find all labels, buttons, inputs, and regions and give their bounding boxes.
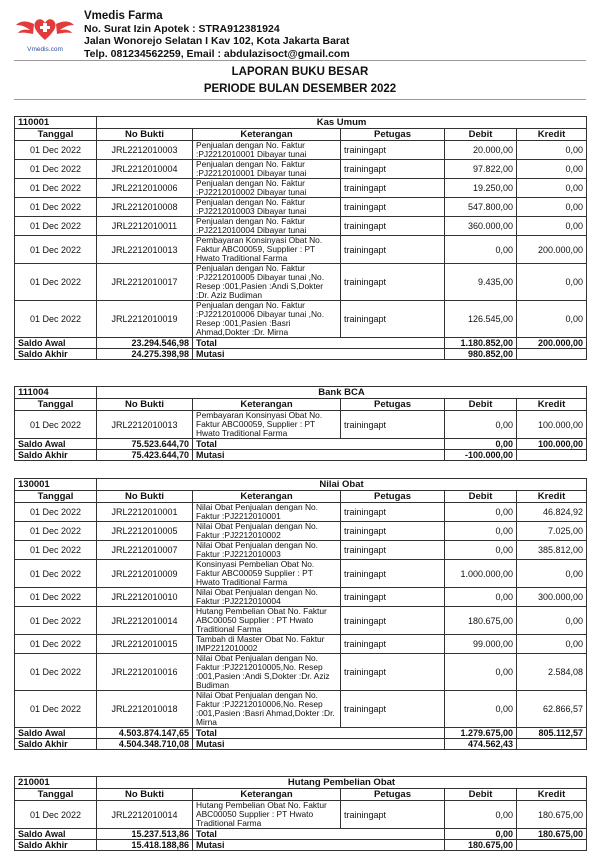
table-row <box>15 236 587 264</box>
cell-no-bukti: JRL2212010013 <box>97 236 193 264</box>
cell-petugas: trainingapt <box>341 588 445 607</box>
cell-tanggal: 01 Dec 2022 <box>15 141 97 160</box>
column-header-petugas: Petugas <box>341 789 445 801</box>
cell-kredit: 46.824,92 <box>517 503 587 522</box>
saldo-akhir-label: Saldo Akhir <box>15 840 97 851</box>
mutasi-label: Mutasi <box>193 349 445 360</box>
ledger-table-130001 <box>14 478 587 750</box>
column-header-tanggal: Tanggal <box>15 399 97 411</box>
cell-no-bukti: JRL2212010006 <box>97 179 193 198</box>
total-debit: 0,00 <box>445 439 517 450</box>
company-logo <box>14 10 76 56</box>
ledger-table-111004 <box>14 386 587 461</box>
cell-petugas: trainingapt <box>341 301 445 338</box>
column-header-debit: Debit <box>445 129 517 141</box>
cell-no-bukti: JRL2212010014 <box>97 607 193 635</box>
mutasi-empty <box>517 840 587 851</box>
cell-debit: 0,00 <box>445 691 517 728</box>
cell-debit: 0,00 <box>445 654 517 691</box>
cell-petugas: trainingapt <box>341 503 445 522</box>
cell-no-bukti: JRL2212010005 <box>97 522 193 541</box>
saldo-awal-value: 4.503.874.147,65 <box>97 728 193 739</box>
cell-keterangan: Pembayaran Konsinyasi Obat No. Faktur ABC00059, Supplier : PT Hwato Traditional Farma <box>193 411 341 439</box>
cell-petugas: trainingapt <box>341 217 445 236</box>
cell-kredit: 0,00 <box>517 264 587 301</box>
saldo-akhir-value: 15.418.188,86 <box>97 840 193 851</box>
table-row <box>15 179 587 198</box>
summary-row-total <box>15 338 587 349</box>
cell-keterangan: Penjualan dengan No. Faktur :PJ2212010003 Dibayar tunai <box>193 198 341 217</box>
cell-keterangan: Nilai Obat Penjualan dengan No. Faktur :PJ2212010003 <box>193 541 341 560</box>
cell-no-bukti: JRL2212010018 <box>97 691 193 728</box>
column-header-no_bukti: No Bukti <box>97 491 193 503</box>
column-header-row <box>15 491 587 503</box>
table-row <box>15 560 587 588</box>
table-row <box>15 522 587 541</box>
saldo-awal-label: Saldo Awal <box>15 728 97 739</box>
table-row <box>15 301 587 338</box>
saldo-akhir-value: 4.504.348.710,08 <box>97 739 193 750</box>
mutasi-value: -100.000,00 <box>445 450 517 461</box>
cell-no-bukti: JRL2212010015 <box>97 635 193 654</box>
cell-no-bukti: JRL2212010011 <box>97 217 193 236</box>
saldo-awal-label: Saldo Awal <box>15 338 97 349</box>
report-titles <box>0 64 600 98</box>
cell-petugas: trainingapt <box>341 801 445 829</box>
cell-debit: 9.435,00 <box>445 264 517 301</box>
column-header-kredit: Kredit <box>517 399 587 411</box>
mutasi-empty <box>517 739 587 750</box>
mutasi-value: 180.675,00 <box>445 840 517 851</box>
cell-tanggal: 01 Dec 2022 <box>15 560 97 588</box>
saldo-awal-value: 15.237.513,86 <box>97 829 193 840</box>
account-header <box>15 117 587 129</box>
column-header-petugas: Petugas <box>341 129 445 141</box>
ledger-table-210001 <box>14 776 587 851</box>
cell-tanggal: 01 Dec 2022 <box>15 522 97 541</box>
total-label: Total <box>193 728 445 739</box>
cell-tanggal: 01 Dec 2022 <box>15 217 97 236</box>
table-row <box>15 654 587 691</box>
saldo-akhir-value: 24.275.398,98 <box>97 349 193 360</box>
table-row <box>15 607 587 635</box>
cell-no-bukti: JRL2212010019 <box>97 301 193 338</box>
cell-petugas: trainingapt <box>341 541 445 560</box>
cell-kredit: 100.000,00 <box>517 411 587 439</box>
account-header <box>15 479 587 491</box>
cell-kredit: 0,00 <box>517 179 587 198</box>
cell-petugas: trainingapt <box>341 654 445 691</box>
cell-no-bukti: JRL2212010010 <box>97 588 193 607</box>
cell-debit: 0,00 <box>445 541 517 560</box>
report-header <box>14 8 586 60</box>
table-row <box>15 411 587 439</box>
mutasi-value: 474.562,43 <box>445 739 517 750</box>
cell-petugas: trainingapt <box>341 607 445 635</box>
total-kredit: 180.675,00 <box>517 829 587 840</box>
account-header <box>15 387 587 399</box>
column-header-debit: Debit <box>445 491 517 503</box>
cell-debit: 0,00 <box>445 522 517 541</box>
cell-no-bukti: JRL2212010004 <box>97 160 193 179</box>
column-header-no_bukti: No Bukti <box>97 399 193 411</box>
cell-petugas: trainingapt <box>341 160 445 179</box>
cell-debit: 20.000,00 <box>445 141 517 160</box>
cell-debit: 0,00 <box>445 801 517 829</box>
saldo-akhir-value: 75.423.644,70 <box>97 450 193 461</box>
mutasi-label: Mutasi <box>193 739 445 750</box>
cell-kredit: 0,00 <box>517 217 587 236</box>
total-debit: 1.180.852,00 <box>445 338 517 349</box>
total-label: Total <box>193 829 445 840</box>
summary-row-mutasi <box>15 739 587 750</box>
cell-keterangan: Penjualan dengan No. Faktur :PJ2212010006 Dibayar tunai ,No. Resep :001,Pasien :Basri Ahmad,Dokter :Dr. Mirna <box>193 301 341 338</box>
cell-no-bukti: JRL2212010013 <box>97 411 193 439</box>
cell-petugas: trainingapt <box>341 560 445 588</box>
cell-keterangan: Penjualan dengan No. Faktur :PJ2212010004 Dibayar tunai <box>193 217 341 236</box>
column-header-debit: Debit <box>445 789 517 801</box>
mutasi-label: Mutasi <box>193 840 445 851</box>
ledger-table-110001 <box>14 116 587 360</box>
company-license: No. Surat Izin Apotek : STRA912381924 <box>84 22 280 35</box>
cell-debit: 180.675,00 <box>445 607 517 635</box>
total-debit: 0,00 <box>445 829 517 840</box>
cell-tanggal: 01 Dec 2022 <box>15 264 97 301</box>
cell-kredit: 0,00 <box>517 301 587 338</box>
cell-keterangan: Nilai Obat Penjualan dengan No. Faktur :PJ2212010005,No. Resep :001,Pasien :Andi S,Dokter :Dr. Aziz Budiman <box>193 654 341 691</box>
cell-debit: 99.000,00 <box>445 635 517 654</box>
column-header-petugas: Petugas <box>341 399 445 411</box>
cell-kredit: 0,00 <box>517 635 587 654</box>
cell-petugas: trainingapt <box>341 522 445 541</box>
cell-keterangan: Hutang Pembelian Obat No. Faktur ABC00050 Supplier : PT Hwato Traditional Farma <box>193 801 341 829</box>
table-row <box>15 264 587 301</box>
cell-kredit: 62.866,57 <box>517 691 587 728</box>
column-header-keterangan: Keterangan <box>193 789 341 801</box>
cell-petugas: trainingapt <box>341 635 445 654</box>
company-address: Jalan Wonorejo Selatan I Kav 102, Kota Jakarta Barat <box>84 35 350 47</box>
account-name: Bank BCA <box>97 387 587 399</box>
cell-keterangan: Nilai Obat Penjualan dengan No. Faktur :PJ2212010006,No. Resep :001,Pasien :Basri Ahmad,Dokter :Dr. Mirna <box>193 691 341 728</box>
column-header-keterangan: Keterangan <box>193 491 341 503</box>
header-divider <box>14 60 586 61</box>
account-name: Nilai Obat <box>97 479 587 491</box>
cell-no-bukti: JRL2212010016 <box>97 654 193 691</box>
cell-debit: 360.000,00 <box>445 217 517 236</box>
cell-tanggal: 01 Dec 2022 <box>15 588 97 607</box>
cell-keterangan: Penjualan dengan No. Faktur :PJ2212010001 Dibayar tunai <box>193 160 341 179</box>
cell-tanggal: 01 Dec 2022 <box>15 635 97 654</box>
cell-tanggal: 01 Dec 2022 <box>15 236 97 264</box>
cell-keterangan: Pembayaran Konsinyasi Obat No. Faktur ABC00059, Supplier : PT Hwato Traditional Farma <box>193 236 341 264</box>
table-row <box>15 503 587 522</box>
total-kredit: 200.000,00 <box>517 338 587 349</box>
mutasi-value: 980.852,00 <box>445 349 517 360</box>
report-title: LAPORAN BUKU BESAR <box>231 66 369 78</box>
cell-tanggal: 01 Dec 2022 <box>15 654 97 691</box>
table-row <box>15 691 587 728</box>
cell-keterangan: Nilai Obat Penjualan dengan No. Faktur :PJ2212010004 <box>193 588 341 607</box>
title-divider <box>14 99 586 100</box>
saldo-awal-value: 23.294.546,98 <box>97 338 193 349</box>
column-header-debit: Debit <box>445 399 517 411</box>
total-kredit: 805.112,57 <box>517 728 587 739</box>
total-debit: 1.279.675,00 <box>445 728 517 739</box>
cell-keterangan: Tambah di Master Obat No. Faktur IMP2212010002 <box>193 635 341 654</box>
cell-kredit: 0,00 <box>517 141 587 160</box>
cell-tanggal: 01 Dec 2022 <box>15 607 97 635</box>
cell-kredit: 2.584,08 <box>517 654 587 691</box>
cell-debit: 547.800,00 <box>445 198 517 217</box>
cell-kredit: 0,00 <box>517 560 587 588</box>
cell-kredit: 7.025,00 <box>517 522 587 541</box>
column-header-row <box>15 129 587 141</box>
company-info <box>84 10 350 60</box>
cell-kredit: 0,00 <box>517 607 587 635</box>
cell-tanggal: 01 Dec 2022 <box>15 301 97 338</box>
summary-row-mutasi <box>15 840 587 851</box>
cell-no-bukti: JRL2212010001 <box>97 503 193 522</box>
column-header-kredit: Kredit <box>517 129 587 141</box>
cell-debit: 126.545,00 <box>445 301 517 338</box>
mutasi-label: Mutasi <box>193 450 445 461</box>
cell-kredit: 0,00 <box>517 198 587 217</box>
cell-debit: 97.822,00 <box>445 160 517 179</box>
cell-petugas: trainingapt <box>341 141 445 160</box>
account-code: 130001 <box>15 479 97 491</box>
cell-kredit: 180.675,00 <box>517 801 587 829</box>
saldo-akhir-label: Saldo Akhir <box>15 739 97 750</box>
account-code: 210001 <box>15 777 97 789</box>
cell-debit: 0,00 <box>445 503 517 522</box>
column-header-tanggal: Tanggal <box>15 129 97 141</box>
cell-debit: 19.250,00 <box>445 179 517 198</box>
column-header-no_bukti: No Bukti <box>97 789 193 801</box>
cell-petugas: trainingapt <box>341 179 445 198</box>
table-row <box>15 160 587 179</box>
cell-tanggal: 01 Dec 2022 <box>15 160 97 179</box>
company-contact: Telp. 081234562259, Email : abdulazisoct@gmail.com <box>84 47 350 60</box>
account-header <box>15 777 587 789</box>
cell-keterangan: Nilai Obat Penjualan dengan No. Faktur :PJ2212010002 <box>193 522 341 541</box>
heart-wings-icon <box>14 10 76 56</box>
column-header-tanggal: Tanggal <box>15 491 97 503</box>
cell-petugas: trainingapt <box>341 198 445 217</box>
svg-text:Vmedis.com: Vmedis.com <box>27 46 63 53</box>
column-header-row <box>15 789 587 801</box>
cell-no-bukti: JRL2212010017 <box>97 264 193 301</box>
cell-tanggal: 01 Dec 2022 <box>15 801 97 829</box>
total-label: Total <box>193 439 445 450</box>
cell-keterangan: Penjualan dengan No. Faktur :PJ2212010001 Dibayar tunai <box>193 141 341 160</box>
cell-keterangan: Konsinyasi Pembelian Obat No. Faktur ABC00059 Supplier : PT Hwato Traditional Farma <box>193 560 341 588</box>
company-name: Vmedis Farma <box>84 10 163 22</box>
saldo-awal-label: Saldo Awal <box>15 829 97 840</box>
cell-petugas: trainingapt <box>341 691 445 728</box>
cell-kredit: 385.812,00 <box>517 541 587 560</box>
cell-tanggal: 01 Dec 2022 <box>15 691 97 728</box>
table-row <box>15 588 587 607</box>
cell-no-bukti: JRL2212010003 <box>97 141 193 160</box>
summary-row-total <box>15 728 587 739</box>
column-header-keterangan: Keterangan <box>193 129 341 141</box>
mutasi-empty <box>517 349 587 360</box>
table-row <box>15 198 587 217</box>
summary-row-total <box>15 829 587 840</box>
cell-debit: 0,00 <box>445 236 517 264</box>
cell-kredit: 0,00 <box>517 160 587 179</box>
account-name: Hutang Pembelian Obat <box>97 777 587 789</box>
cell-keterangan: Penjualan dengan No. Faktur :PJ2212010005 Dibayar tunai ,No. Resep :001,Pasien :Andi S,Dokter :Dr. Aziz Budiman <box>193 264 341 301</box>
cell-tanggal: 01 Dec 2022 <box>15 179 97 198</box>
report-period: PERIODE BULAN DESEMBER 2022 <box>203 83 397 95</box>
saldo-awal-label: Saldo Awal <box>15 439 97 450</box>
cell-debit: 1.000.000,00 <box>445 560 517 588</box>
cell-no-bukti: JRL2212010009 <box>97 560 193 588</box>
cell-petugas: trainingapt <box>341 411 445 439</box>
cell-keterangan: Hutang Pembelian Obat No. Faktur ABC00050 Supplier : PT Hwato Traditional Farma <box>193 607 341 635</box>
cell-debit: 0,00 <box>445 411 517 439</box>
column-header-kredit: Kredit <box>517 491 587 503</box>
cell-tanggal: 01 Dec 2022 <box>15 411 97 439</box>
account-code: 111004 <box>15 387 97 399</box>
saldo-akhir-label: Saldo Akhir <box>15 450 97 461</box>
cell-debit: 0,00 <box>445 588 517 607</box>
total-label: Total <box>193 338 445 349</box>
column-header-kredit: Kredit <box>517 789 587 801</box>
saldo-awal-value: 75.523.644,70 <box>97 439 193 450</box>
cell-keterangan: Penjualan dengan No. Faktur :PJ2212010002 Dibayar tunai <box>193 179 341 198</box>
cell-keterangan: Nilai Obat Penjualan dengan No. Faktur :PJ2212010001 <box>193 503 341 522</box>
column-header-keterangan: Keterangan <box>193 399 341 411</box>
column-header-row <box>15 399 587 411</box>
table-row <box>15 141 587 160</box>
cell-petugas: trainingapt <box>341 264 445 301</box>
cell-kredit: 200.000,00 <box>517 236 587 264</box>
cell-tanggal: 01 Dec 2022 <box>15 503 97 522</box>
cell-kredit: 300.000,00 <box>517 588 587 607</box>
account-name: Kas Umum <box>97 117 587 129</box>
cell-no-bukti: JRL2212010008 <box>97 198 193 217</box>
column-header-tanggal: Tanggal <box>15 789 97 801</box>
saldo-akhir-label: Saldo Akhir <box>15 349 97 360</box>
account-code: 110001 <box>15 117 97 129</box>
table-row <box>15 635 587 654</box>
table-row <box>15 541 587 560</box>
table-row <box>15 801 587 829</box>
table-row <box>15 217 587 236</box>
total-kredit: 100.000,00 <box>517 439 587 450</box>
summary-row-mutasi <box>15 450 587 461</box>
column-header-petugas: Petugas <box>341 491 445 503</box>
cell-tanggal: 01 Dec 2022 <box>15 198 97 217</box>
summary-row-total <box>15 439 587 450</box>
cell-no-bukti: JRL2212010014 <box>97 801 193 829</box>
cell-petugas: trainingapt <box>341 236 445 264</box>
column-header-no_bukti: No Bukti <box>97 129 193 141</box>
cell-no-bukti: JRL2212010007 <box>97 541 193 560</box>
cell-tanggal: 01 Dec 2022 <box>15 541 97 560</box>
mutasi-empty <box>517 450 587 461</box>
summary-row-mutasi <box>15 349 587 360</box>
